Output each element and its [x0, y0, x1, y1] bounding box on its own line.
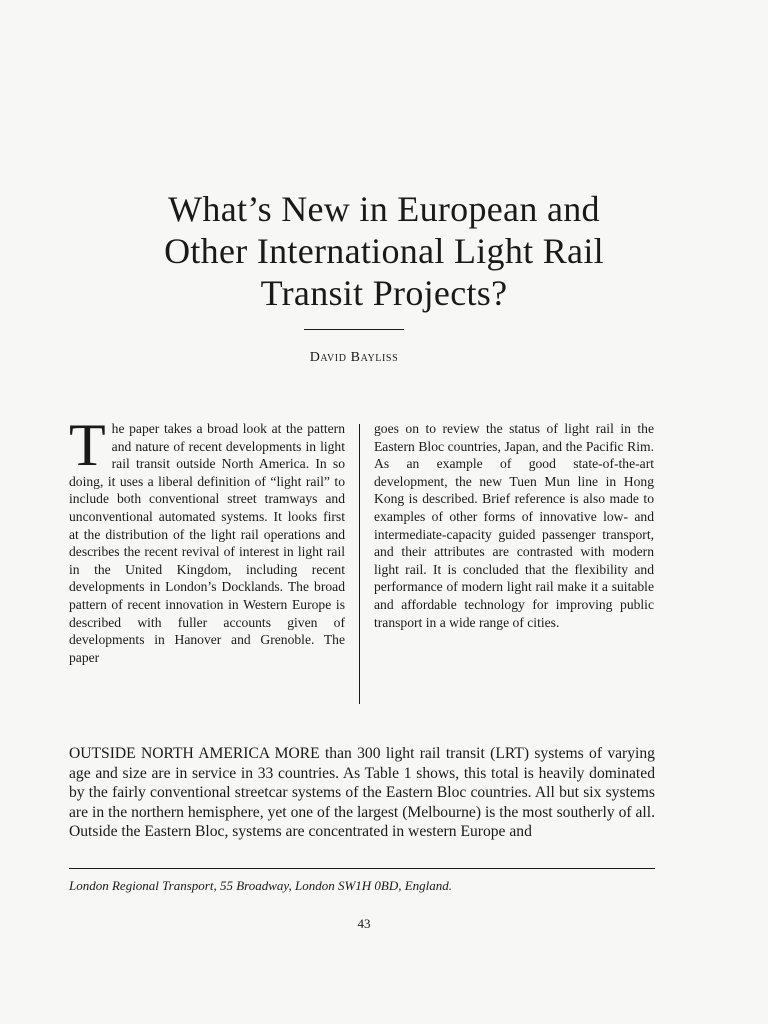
abstract-right-column: [374, 420, 654, 631]
footnote-affiliation: London Regional Transport, 55 Broadway, London SW1H 0BD, England.: [69, 878, 453, 893]
column-divider: [359, 424, 360, 704]
abstract-left-column: [69, 412, 345, 666]
drop-cap: T: [69, 412, 106, 478]
body-lead-in: OUTSIDE NORTH AMERICA MORE: [69, 745, 320, 762]
page-number: 43: [357, 916, 371, 931]
body-text: than 300 light rail transit (LRT) systems of varying age and size are in service in 33 countries. As Table 1 shows, this total is heavily dominated by the fairly conventional streetcar systems of the Eastern Bloc countries. All but six systems are in the northern hemisphere, yet one of the largest (Melbourne) is the most southerly of all. Outside the Eastern Bloc, systems are concentrated in western Europe and: [69, 745, 655, 841]
title-line-2: Other International Light Rail: [164, 231, 604, 271]
title-divider: [304, 329, 404, 330]
abstract-right-text: goes on to review the status of light rail in the Eastern Bloc countries, Japan, and the Pacific Rim. As an example of good state-of-the-art development, the new Tuen Mun line in Hong Kong is described. Brief reference is also made to examples of other forms of innovative low- and intermediate-capacity guided passenger transport, and their attributes are contrasted with modern light rail. It is concluded that the flexibility and performance of modern light rail make it a suitable and affordable technology for improving public transport in a wide range of cities.: [374, 421, 654, 630]
footnote-divider: [69, 868, 655, 869]
author-name: David Bayliss: [309, 350, 399, 365]
title-line-1: What’s New in European and: [168, 189, 600, 229]
title-line-3: Transit Projects?: [260, 273, 508, 313]
article-title: [40, 188, 728, 314]
abstract-left-text: he paper takes a broad look at the pattern and nature of recent developments in light rail transit outside North America. In so doing, it uses a liberal definition of “light rail” to include both conventional street tramways and unconventional automated systems. It looks first at the distribution of the light rail operations and describes the recent revival of interest in light rail in the United Kingdom, including recent developments in London’s Docklands. The broad pattern of recent innovation in Western Europe is described with fuller accounts given of developments in Hanover and Grenoble. The paper: [69, 421, 345, 665]
body-paragraph: [69, 744, 655, 842]
